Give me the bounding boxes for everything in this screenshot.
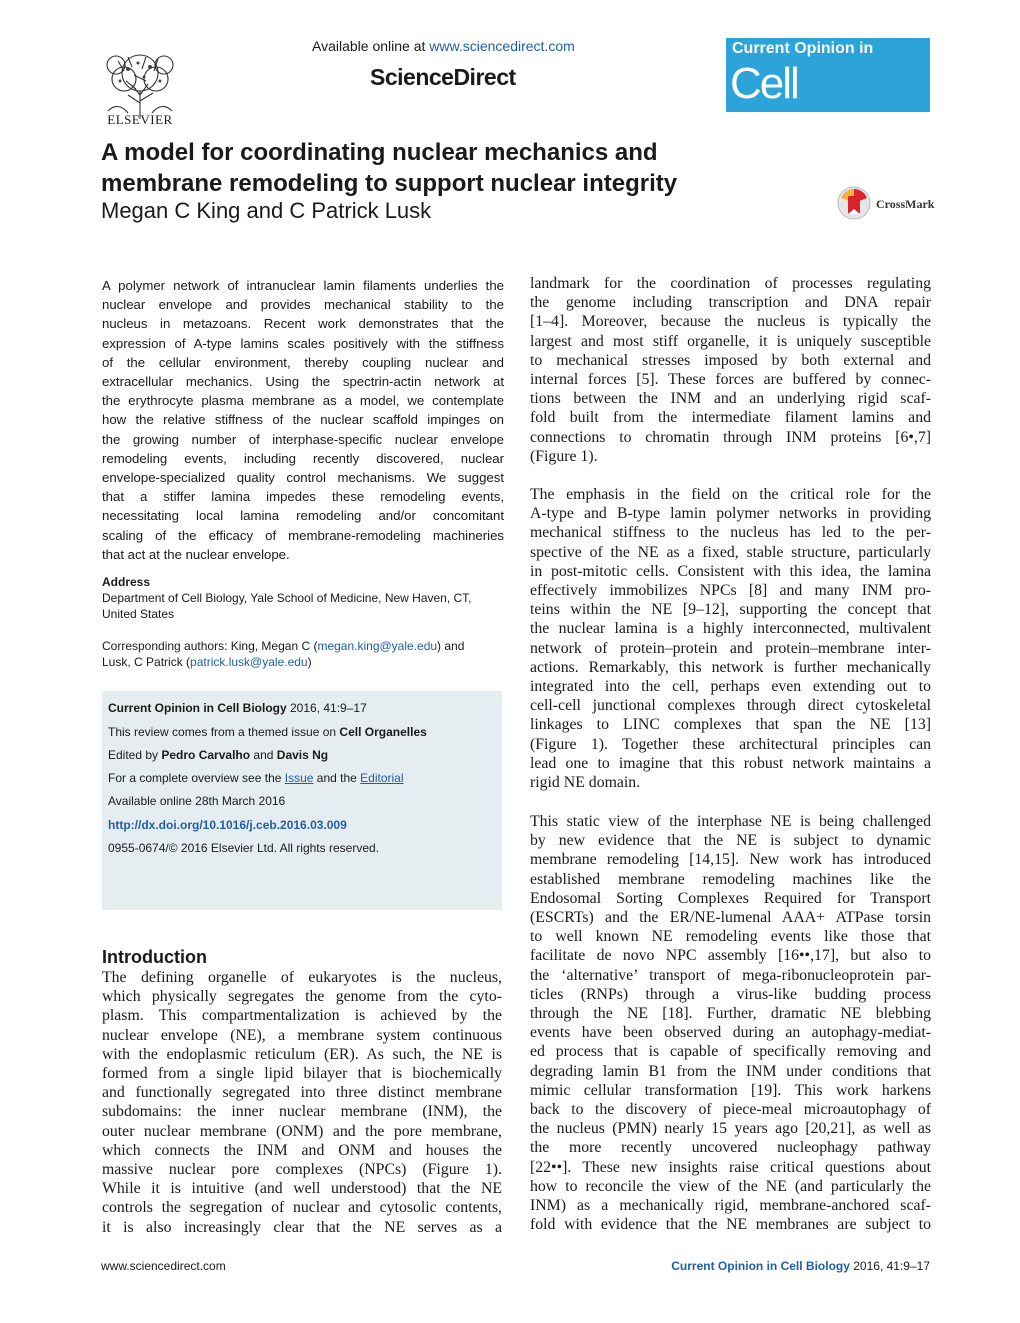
body-paragraph-2 [530, 485, 931, 792]
crossmark-icon [836, 184, 872, 222]
email-link-king[interactable]: megan.king@yale.edu [317, 639, 438, 653]
body-line: network of protein–protein and protein–membrane inter- [530, 639, 931, 657]
body-line: in post-mitotic cells. Consistent with this idea, the lamina [530, 562, 931, 580]
email-link-lusk[interactable]: patrick.lusk@yale.edu [190, 655, 308, 669]
body-line: which connects the INM and ONM and houses the [102, 1141, 502, 1159]
body-line: nuclear envelope (NE), a membrane system continuous [102, 1026, 502, 1044]
footer-citation [610, 1259, 930, 1273]
abstract [102, 276, 504, 564]
abstract-line: the growing number of interphase-specific nuclear envelope [102, 431, 504, 447]
info-editor-1: Pedro Carvalho [161, 748, 251, 762]
body-line: membrane remodeling [14,15]. New work has introduced [530, 851, 931, 869]
crossmark-badge[interactable] [836, 184, 936, 222]
info-journal: Current Opinion in Cell Biology [108, 701, 287, 715]
body-line: mimic cellular transformation [19]. This work harkens [530, 1081, 931, 1099]
body-line: A-type and B-type lamin polymer networks in providing [530, 505, 931, 523]
body-line: (ESCRTs) and the ER/NE-lumenal AAA+ ATPase torsin [530, 909, 931, 927]
body-line: the more recently uncovered nucleophagy pathway [530, 1139, 931, 1157]
available-prefix: Available online at [312, 38, 426, 54]
body-line: (Figure 1). [530, 447, 598, 465]
abstract-line: nuclear envelope and provides mechanical stability to the [102, 297, 504, 313]
info-themed-prefix: This review comes from a themed issue on [108, 725, 340, 739]
footer-journal: Current Opinion in Cell Biology [671, 1259, 850, 1273]
introduction-paragraph [102, 968, 502, 1237]
abstract-line: expression of A-type lamins scales positively with the stiffness [102, 335, 504, 351]
body-line: massive nuclear pore complexes (NPCs) (Figure 1). [102, 1161, 502, 1179]
body-line: the nucleus (PMN) nearly 15 years ago [20,21], as well as [530, 1120, 931, 1138]
body-line: which physically segregates the genome from the cyto- [102, 988, 502, 1006]
abstract-line: necessitating local lamina remodeling and/or concomitant [102, 508, 504, 524]
footer-url[interactable]: www.sciencedirect.com [101, 1259, 226, 1273]
article-authors: Megan C King and C Patrick Lusk [101, 198, 432, 223]
body-line: This static view of the interphase NE is being challenged [530, 813, 931, 830]
abstract-line: of the cellular environment, thereby coupling nuclear and [102, 354, 504, 370]
address-heading: Address [102, 575, 151, 589]
body-line: integrated into the cell, perhaps even extending out to [530, 678, 931, 696]
info-citation: 2016, 41:9–17 [286, 701, 367, 715]
body-line: and functionally segregated into three distinct membrane [102, 1084, 502, 1102]
body-line: actions. Remarkably, this network is further mechanically [530, 658, 931, 676]
body-line: [1–4]. Moreover, because the nucleus is typically the [530, 313, 931, 331]
body-line: fold with evidence that the NE membranes are subject to [530, 1216, 931, 1234]
body-line: mechanical stiffness to the nucleus has led to the per- [530, 524, 931, 542]
body-line: the nuclear lamina is a highly interconnected, multivalent [530, 620, 931, 638]
info-available-online: Available online 28th March 2016 [108, 794, 286, 808]
body-line: effectively immobilizes NPCs [8] and many INM pro- [530, 582, 931, 600]
body-line: to well known NE remodeling events like those that [530, 928, 931, 946]
body-line: degrading lamin B1 from the INM under conditions that [530, 1062, 931, 1080]
body-line: facilitate de novo NPC assembly [16••,17], but also to [530, 947, 931, 965]
publisher-name: ELSEVIER [107, 112, 173, 127]
body-line: lead one to imagine that this robust network maintains a [530, 754, 931, 772]
body-line: connections to chromatin through INM proteins [6•,7] [530, 428, 931, 446]
abstract-line: scaling of the efficacy of membrane-remodeling machineries [102, 527, 504, 543]
body-line: teins within the NE [9–12], supporting the concept that [530, 601, 931, 619]
abstract-line: that act at the nuclear envelope. [102, 546, 290, 562]
abstract-line: extracellular mechanics. Using the spectrin-actin network at [102, 374, 504, 390]
abstract-line: envelope-specialized quality control mechanisms. We suggest [102, 470, 504, 486]
issue-link[interactable]: Issue [284, 771, 314, 785]
introduction-heading: Introduction [102, 947, 207, 967]
body-line: ticles (RNPs) through a virus-like budding process [530, 985, 931, 1003]
body-line: the genome including transcription and DNA repair [530, 294, 931, 312]
body-line: fold built from the intermediate filament lamins and [530, 409, 931, 427]
body-line: (Figure 1). Together these architectural principles can [530, 735, 931, 753]
body-paragraph-1 [530, 274, 931, 466]
body-line: INM) as a mechanically rigid, membrane-anchored scaf- [530, 1197, 931, 1215]
journal-banner-line1: Current Opinion in [732, 40, 874, 57]
body-line: formed from a single lipid bilayer that is biochemically [102, 1065, 502, 1083]
info-editor-and: and [250, 748, 277, 762]
body-line: the ‘alternative’ transport of mega-ribonucleoprotein par- [530, 966, 931, 984]
abstract-line: that a stiffer lamina impedes these remodeling events, [102, 489, 504, 505]
info-copyright: 0955-0674/© 2016 Elsevier Ltd. All rights reserved. [108, 841, 379, 855]
footer-citation-text: 2016, 41:9–17 [849, 1259, 930, 1273]
editorial-link[interactable]: Editorial [360, 771, 404, 785]
body-line: subdomains: the inner nuclear membrane (INM), the [102, 1103, 502, 1121]
info-edited-prefix: Edited by [108, 748, 162, 762]
body-line: established membrane remodeling machines like the [530, 870, 931, 888]
platform-name: ScienceDirect [370, 64, 516, 90]
article-info-box [102, 691, 502, 910]
body-line: [22••]. These new insights raise critical questions about [530, 1158, 931, 1176]
body-line: outer nuclear membrane (ONM) and the pore membrane, [102, 1122, 502, 1140]
body-line: controls the segregation of nuclear and cytosolic contents, [102, 1199, 502, 1217]
article-title [101, 137, 781, 199]
abstract-line: remodeling events, including recently discovered, nuclear [102, 450, 504, 466]
corr-suffix: ) [307, 655, 312, 669]
abstract-line: nucleus in metazoans. Recent work demonstrates that the [102, 316, 504, 332]
journal-banner [726, 38, 930, 160]
available-online-line [312, 38, 575, 54]
body-line: it is also increasingly clear that the NE serves as a [102, 1218, 502, 1236]
body-line: with the endoplasmic reticulum (ER). As such, the NE is [102, 1045, 502, 1063]
crossmark-label: CrossMark [876, 197, 935, 211]
body-line: Endosomal Sorting Complexes Required for Transport [530, 889, 931, 907]
body-line: through the NE [18]. Further, dramatic NE blebbing [530, 1005, 931, 1023]
body-line: rigid NE domain. [530, 774, 641, 792]
corr-mid: ) and [437, 639, 465, 653]
doi-link[interactable]: http://dx.doi.org/10.1016/j.ceb.2016.03.009 [108, 818, 347, 832]
journal-banner-line2: Cell Biology [730, 59, 861, 160]
article-title-line2: membrane remodeling to support nuclear integrity [101, 170, 678, 197]
info-editor-2: Davis Ng [276, 748, 329, 762]
body-line: to mechanical stresses imposed by both external and [530, 351, 931, 369]
address-line1: Department of Cell Biology, Yale School of Medicine, New Haven, CT, [102, 591, 472, 605]
body-line: cell-cell junctional complexes through direct cytoskeletal [530, 697, 931, 715]
abstract-line: how the relative stiffness of the nuclear scaffold impinges on [102, 412, 504, 428]
info-overview-and: and the [313, 771, 361, 785]
body-line: back to the discovery of piece-meal microautophagy of [530, 1101, 931, 1119]
corr-line2-prefix: Lusk, C Patrick ( [102, 655, 191, 669]
body-line: by new evidence that the NE is subject to dynamic [530, 832, 931, 850]
corr-prefix: Corresponding authors: King, Megan C ( [102, 639, 318, 653]
info-themed-issue: Cell Organelles [339, 725, 427, 739]
body-line: how to reconcile the view of the NE (and particularly the [530, 1177, 931, 1195]
address-line2: United States [102, 607, 175, 621]
body-line: events have been observed during an autophagy-mediat- [530, 1024, 931, 1042]
body-line: The emphasis in the field on the critical role for the [530, 486, 931, 503]
corresponding-authors [102, 638, 504, 670]
body-line: spective of the NE as a fixed, stable structure, particularly [530, 543, 931, 561]
body-line: While it is intuitive (and well understood) that the NE [102, 1180, 502, 1198]
abstract-line: the erythrocyte plasma membrane as a model, we contemplate [102, 393, 504, 409]
article-title-line1: A model for coordinating nuclear mechanics and [101, 139, 658, 166]
body-line: tions between the INM and an underlying rigid scaf- [530, 390, 931, 408]
body-line: largest and most stiff organelle, it is uniquely susceptible [530, 332, 931, 350]
abstract-line: A polymer network of intranuclear lamin filaments underlies the [102, 278, 504, 293]
body-line: landmark for the coordination of processes regulating [530, 275, 931, 292]
sciencedirect-link[interactable]: www.sciencedirect.com [429, 38, 575, 54]
body-line: plasm. This compartmentalization is achieved by the [102, 1007, 502, 1025]
address [102, 590, 504, 622]
body-line: ed process that is capable of specifically removing and [530, 1043, 931, 1061]
body-line: linkages to LINC complexes that span the NE [13] [530, 716, 931, 734]
body-paragraph-3 [530, 812, 931, 1234]
body-line: The defining organelle of eukaryotes is the nucleus, [102, 969, 502, 986]
body-line: internal forces [5]. These forces are buffered by connec- [530, 371, 931, 389]
info-overview-prefix: For a complete overview see the [108, 771, 285, 785]
